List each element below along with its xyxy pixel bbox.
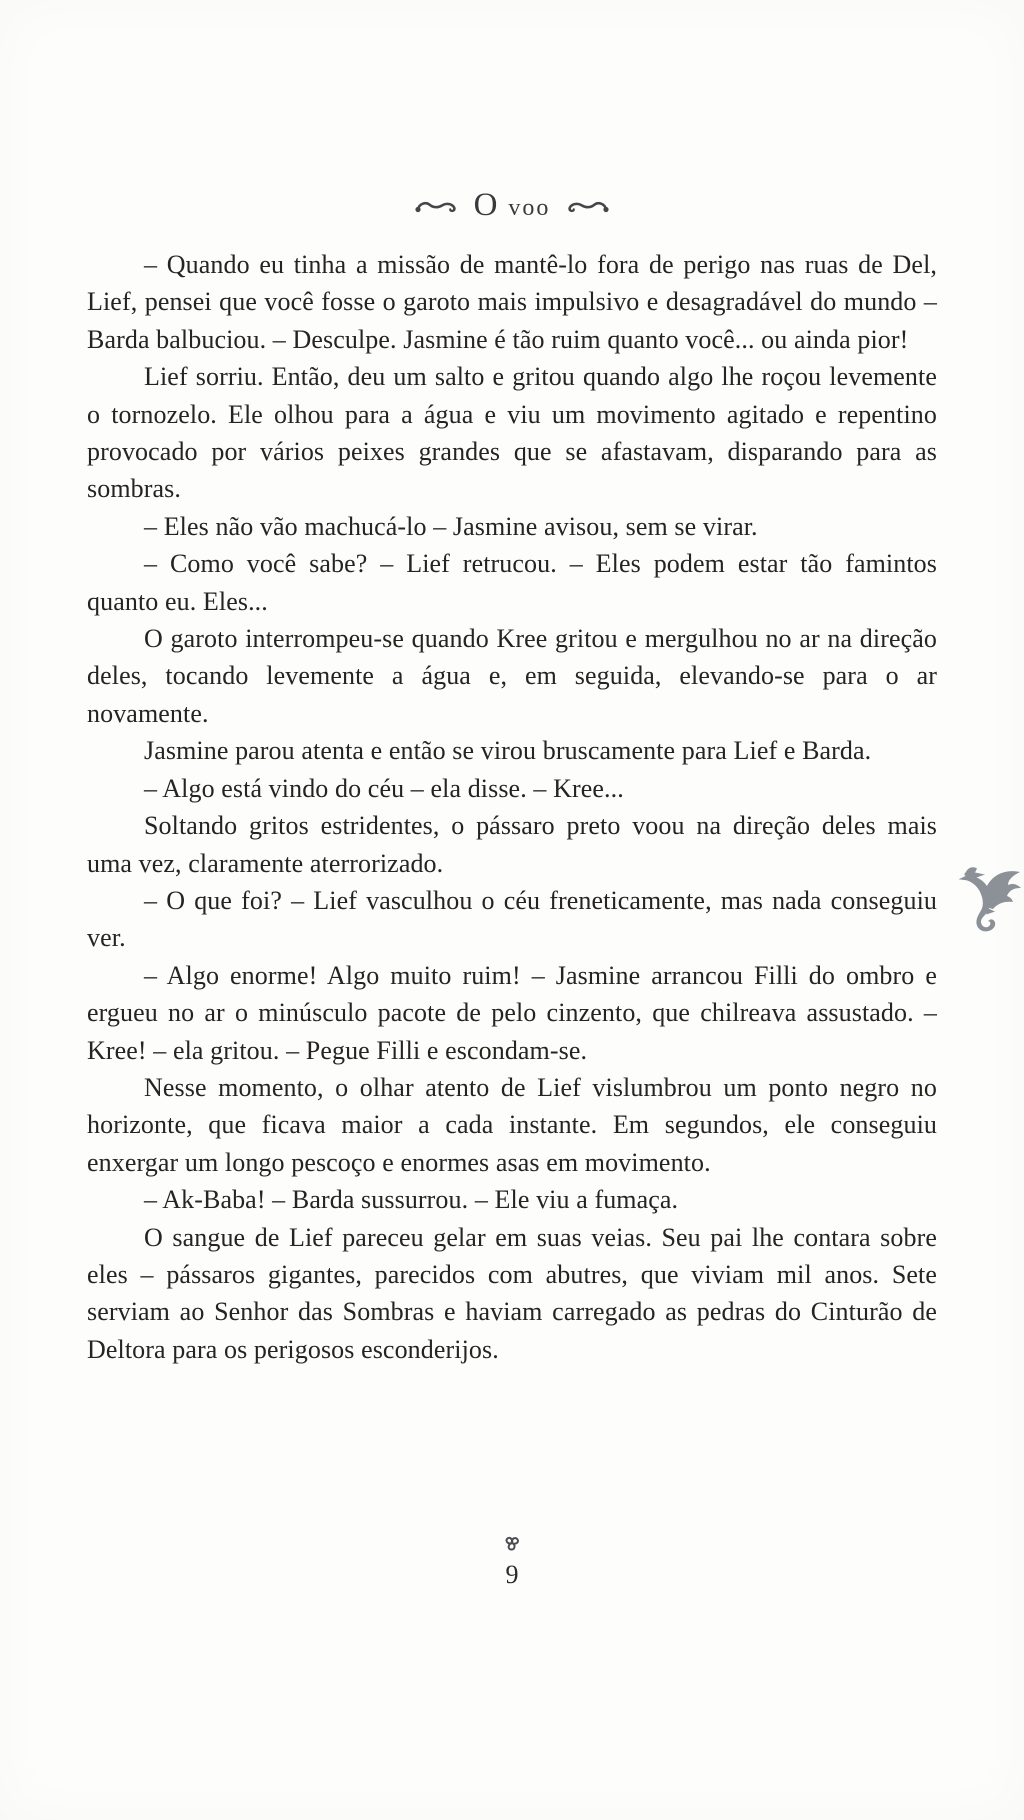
chapter-header bbox=[0, 188, 1024, 225]
page-number: 9 bbox=[505, 1560, 519, 1589]
dragon-ornament-icon bbox=[954, 864, 1022, 938]
body-text bbox=[87, 246, 937, 1368]
paragraph: – Eles não vão machucá-lo – Jasmine avisou, sem se virar. bbox=[144, 511, 758, 541]
paragraph: Lief sorriu. Então, deu um salto e gritou quando algo lhe roçou levemente o tornozelo. Ele olhou para a água e viu um movimento agitado e repentino provocado por vários peixes grandes que se afastavam, disparando para as sombras. bbox=[87, 362, 937, 504]
chapter-title: O voo bbox=[473, 187, 551, 223]
paragraph: Soltando gritos estridentes, o pássaro preto voou na direção deles mais uma vez, claramente aterrorizado. bbox=[87, 811, 937, 878]
paragraph: – Como você sabe? – Lief retrucou. – Eles podem estar tão famintos quanto eu. Eles... bbox=[87, 549, 937, 616]
flourish-left-icon bbox=[414, 198, 458, 216]
paragraph: – Algo enorme! Algo muito ruim! – Jasmine arrancou Filli do ombro e ergueu no ar o minúsculo pacote de pelo cinzento, que chilreava assustado. – Kree! – ela gritou. – Pegue Filli e escondam-se. bbox=[87, 960, 937, 1065]
paragraph: – Ak-Baba! – Barda sussurrou. – Ele viu a fumaça. bbox=[144, 1185, 679, 1215]
page-footer bbox=[0, 1532, 1024, 1589]
paragraph: – Algo está vindo do céu – ela disse. – Kree... bbox=[144, 773, 624, 803]
paragraph: O garoto interrompeu-se quando Kree gritou e mergulhou no ar na direção deles, tocando levemente a água e, em seguida, elevando-se para o ar novamente. bbox=[87, 624, 937, 728]
paragraph: Nesse momento, o olhar atento de Lief vislumbrou um ponto negro no horizonte, que ficava maior a cada instante. Em segundos, ele conseguiu enxergar um longo pescoço e enormes asas em movimento. bbox=[87, 1072, 937, 1177]
paragraph: – Quando eu tinha a missão de mantê-lo fora de perigo nas ruas de Del, Lief, pensei que você fosse o garoto mais impulsivo e desagradável do mundo – Barda balbuciou. – Desculpe. Jasmine é tão ruim quanto você... ou ainda pior! bbox=[87, 250, 937, 354]
knot-ornament-icon bbox=[500, 1532, 524, 1556]
flourish-right-icon bbox=[566, 198, 610, 216]
paragraph: O sangue de Lief pareceu gelar em suas veias. Seu pai lhe contara sobre eles – pássaros gigantes, parecidos com abutres, que viviam mil anos. Sete serviam ao Senhor das Sombras e haviam carregado as pedras do Cinturão de Deltora para os perigosos esconderijos. bbox=[87, 1222, 937, 1364]
paragraph: – O que foi? – Lief vasculhou o céu freneticamente, mas nada conseguiu ver. bbox=[87, 885, 937, 953]
paragraph: Jasmine parou atenta e então se virou bruscamente para Lief e Barda. bbox=[144, 736, 872, 766]
